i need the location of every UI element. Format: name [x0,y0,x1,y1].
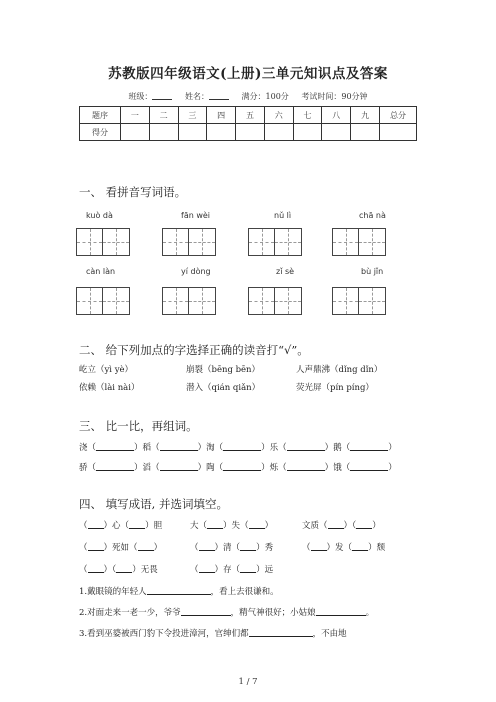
pinyin: kuò dà [86,211,113,220]
section-2-heading: 二、 给下列加点的字选择正确的读音打“√”。 [79,343,309,357]
answer-blank[interactable] [223,442,261,451]
table-cell: 六 [264,107,293,124]
idiom-char: 发 [335,543,344,553]
writing-grid[interactable] [248,228,302,256]
answer-blank[interactable] [160,462,198,471]
idiom-char: 存 [223,565,232,575]
answer-blank[interactable] [223,462,261,471]
table-cell: 得分 [80,124,121,141]
answer-blank[interactable] [350,442,388,451]
class-label: 班级： [128,92,153,101]
answer-blank[interactable] [207,520,223,529]
score-input-cell[interactable] [293,124,322,141]
answer-blank[interactable] [88,542,104,551]
answer-blank[interactable] [287,442,325,451]
score-row [80,124,417,141]
reading-choice[interactable]: 荧光屏（pín píng） [296,383,374,393]
score-input-cell[interactable] [207,124,236,141]
answer-blank[interactable] [356,520,372,529]
character: 滔 [142,463,152,473]
answer-blank[interactable] [328,520,344,529]
table-cell: 九 [351,107,380,124]
character: 乐 [269,443,279,453]
sentence-text: ，看上去很谦和。 [210,587,279,597]
idiom-char: 无畏 [140,565,158,575]
reading-choice[interactable]: 人声鼎沸（dǐng dǐn） [296,365,383,375]
pinyin: càn làn [86,267,116,276]
fill-sentence-3 [79,627,347,639]
answer-blank[interactable] [138,542,154,551]
sentence-text: 3.看到巫婆被西门豹下令投进漳河，官绅们都 [79,629,249,639]
answer-blank[interactable] [88,520,104,529]
character: 饿 [333,463,342,473]
pinyin: chā nà [359,211,386,220]
pinyin: bù jǐn [361,267,384,276]
section-3-heading: 三、 比一比，再组词。 [79,419,198,433]
fill-sentence-1 [79,585,279,597]
answer-blank[interactable] [181,607,231,616]
sentence-text: ，不由地 [312,629,347,639]
writing-grid[interactable] [248,287,302,315]
character: 陶 [206,463,215,473]
idiom-row: （ ）发（ ）颓 [302,543,386,553]
idiom-char: 胆 [153,521,163,531]
compare-row: 骄（ ）滔（ ）陶（ ）烁（ ）饿（ ） [79,463,397,473]
answer-blank[interactable] [311,542,327,551]
answer-blank[interactable] [160,442,198,451]
writing-grid[interactable] [332,287,386,315]
idiom-char: 死如 [112,543,130,553]
pinyin: nǔ lì [274,211,292,220]
idiom-row: 大（ ）失（ ） [190,521,274,531]
idiom-row: （ ）死如（ ） [79,543,163,553]
table-cell: 七 [293,107,322,124]
score-header-row [80,107,417,124]
answer-blank[interactable] [116,564,132,573]
idiom-char: 秀 [264,543,274,553]
reading-choice[interactable]: 依赖（lài nài） [79,383,140,393]
page-number: 1 / 7 [238,677,258,687]
score-input-cell[interactable] [351,124,380,141]
idiom-row: （ ）清（ ）秀 [190,543,274,553]
answer-blank[interactable] [350,462,388,471]
score-input-cell[interactable] [264,124,293,141]
idiom-char: 心 [112,521,121,531]
idiom-char: 远 [264,565,274,575]
reading-choice[interactable]: 崩裂（bēng bēn） [186,365,261,375]
compare-row: 浇（ ）稻（ ）淘（ ）乐（ ）鹅（ ） [79,443,397,453]
answer-blank[interactable] [147,586,211,595]
full-score: 满分：100分 [241,92,289,101]
pinyin: fān wèi [181,211,211,220]
answer-blank[interactable] [287,462,325,471]
score-input-cell[interactable] [380,124,417,141]
answer-blank[interactable] [316,607,366,616]
idiom-char: 失 [231,521,241,531]
idiom-char: 颓 [376,543,386,553]
character: 骄 [79,463,88,473]
writing-grid[interactable] [76,228,130,256]
idiom-char: 清 [223,543,232,553]
idiom-row: 文质（ ）（ ） [302,521,381,531]
score-input-cell[interactable] [322,124,351,141]
reading-choice[interactable]: 屹立（yì yè） [79,365,134,375]
table-cell: 一 [121,107,150,124]
writing-grid[interactable] [162,228,216,256]
score-input-cell[interactable] [121,124,150,141]
answer-blank[interactable] [199,564,215,573]
answer-blank[interactable] [240,542,256,551]
pinyin: yí dòng [181,267,211,276]
idiom-char: 大 [190,521,199,531]
exam-info [0,91,496,102]
exam-time: 考试时间：90分钟 [301,92,368,101]
answer-blank[interactable] [249,520,265,529]
table-cell: 三 [178,107,207,124]
reading-choice[interactable]: 潜入（qián qiǎn） [186,383,261,393]
answer-blank[interactable] [249,628,313,637]
score-input-cell[interactable] [149,124,178,141]
idiom-row: （ ）存（ ）远 [190,565,274,575]
answer-blank[interactable] [96,462,134,471]
character: 稻 [142,443,152,453]
section-1-heading: 一、 看拼音写词语。 [79,185,187,199]
table-cell: 题序 [80,107,121,124]
answer-blank[interactable] [96,442,134,451]
writing-grid[interactable] [76,287,130,315]
sentence-text: 。 [365,608,375,618]
sentence-text: 1.戴眼镜的年轻人 [79,587,147,597]
table-cell: 八 [322,107,351,124]
answer-blank[interactable] [352,542,368,551]
sentence-text: ，精气神很好；小姑娘 [230,608,316,618]
character: 鹅 [333,443,342,453]
character: 淘 [206,443,215,453]
sentence-text: 2.对面走来一老一少，爷爷 [79,608,181,618]
class-blank [152,91,172,100]
table-cell: 总分 [380,107,417,124]
pinyin: zǐ sè [276,267,295,276]
table-cell: 四 [207,107,236,124]
answer-blank[interactable] [88,564,104,573]
idiom-char: 文质 [302,521,320,531]
idiom-row: （ ）（ ）无畏 [79,565,158,575]
table-cell: 二 [149,107,178,124]
score-input-cell[interactable] [236,124,265,141]
name-blank [209,91,229,100]
name-label: 姓名： [184,92,209,101]
writing-grid[interactable] [162,287,216,315]
writing-grid[interactable] [332,228,386,256]
character: 烁 [269,463,279,473]
answer-blank[interactable] [199,542,215,551]
page-title: 苏教版四年级语文(上册)三单元知识点及答案 [108,66,388,82]
character: 浇 [79,443,88,453]
score-table [79,106,417,141]
idiom-row: （ ）心（ ）胆 [79,521,163,531]
score-input-cell[interactable] [178,124,207,141]
answer-blank[interactable] [129,520,145,529]
table-cell: 五 [236,107,265,124]
fill-sentence-2 [79,606,374,618]
section-4-heading: 四、 填写成语, 并选词填空。 [79,497,228,511]
answer-blank[interactable] [240,564,256,573]
